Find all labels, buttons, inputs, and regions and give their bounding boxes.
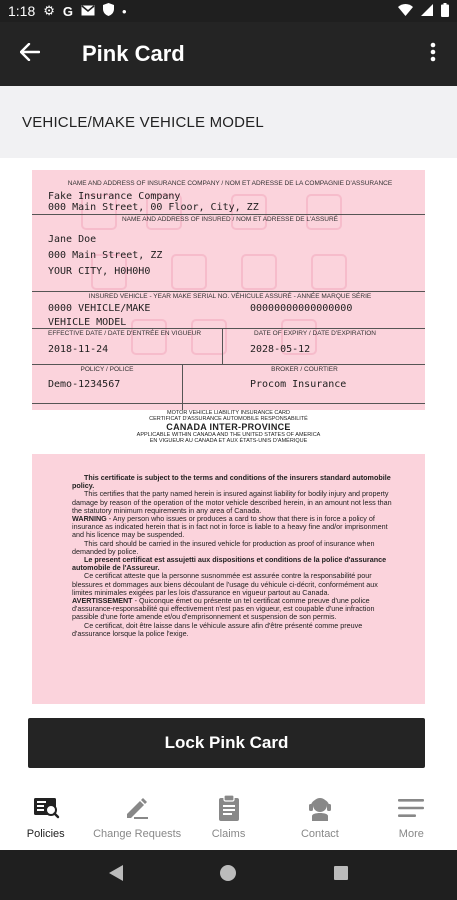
nav-label: Contact <box>300 828 339 840</box>
nav-item-change-requests[interactable] <box>91 786 182 850</box>
lock-pink-card-button[interactable]: Lock Pink Card <box>28 718 425 768</box>
insured-city: YOUR CITY, H0H0H0 <box>48 266 151 277</box>
nav-item-contact[interactable] <box>274 786 365 850</box>
card-divider <box>32 364 425 365</box>
vehicle-line2: VEHICLE MODEL <box>48 317 127 328</box>
nav-label: Change Requests <box>93 828 182 840</box>
cert-warning-text: - Any person who issues or produces a card to show that there is in force a policy of insurance as indicated herein that is in fact not in force is liable to a heavy fine and/or imprisonment and his licence may be suspended. <box>72 514 388 540</box>
card-footer-line4: EN VIGUEUR AU CANADA ET AUX ÉTATS-UNIS D'AMÉRIQUE <box>149 438 308 444</box>
card-divider <box>32 328 425 329</box>
card-divider <box>32 291 425 292</box>
system-nav-bar <box>0 850 457 900</box>
dot-icon: • <box>122 3 127 19</box>
card-footer-line2: CERTIFICAT D'ASSURANCE AUTOMOBILE RESPONSABILITÉ <box>149 416 308 422</box>
gmail-icon <box>81 4 95 19</box>
policy-label: POLICY / POLICE <box>80 366 134 373</box>
cert-paragraph: Ce certificat atteste que la personne susnommée est assurée contre la responsabilité pour blessures et dommages aux biens découlant de l'usage du véhicule ci-décrit, conformément aux limites minimales exigées par les lois d'assurance en vigueur partout au Canada. <box>72 571 378 597</box>
cert-paragraph: Ce certificat, doit être laisse dans le véhicule assure afin d'être présenté comme preuve d'assurance lorsque la police l'exige. <box>72 620 363 638</box>
insured-name: Jane Doe <box>48 234 97 245</box>
nav-item-more[interactable] <box>366 786 457 850</box>
card-footer <box>32 410 425 444</box>
cert-warning-label: WARNING <box>72 514 107 524</box>
card-divider <box>32 214 425 215</box>
cert-paragraph: This certificate is subject to the terms and conditions of the insurers standard automobile policy. <box>72 473 391 491</box>
gear-icon: ⚙ <box>43 3 55 18</box>
back-triangle-icon[interactable] <box>108 864 124 887</box>
vehicle-line1: 0000 VEHICLE/MAKE <box>48 303 151 314</box>
nav-item-claims[interactable] <box>183 786 274 850</box>
signal-icon <box>421 3 433 19</box>
cert-avertissement-label: AVERTISSEMENT <box>72 596 133 606</box>
expiry-date-label: DATE OF EXPIRY / DATE D'EXPIRATION <box>254 330 376 337</box>
nav-label: Claims <box>211 828 246 840</box>
insurer-name: Fake Insurance Company <box>48 191 181 202</box>
wifi-icon <box>398 3 413 19</box>
headset-icon <box>305 794 335 822</box>
effective-date: 2018-11-24 <box>48 344 109 355</box>
card-divider <box>32 403 425 404</box>
cert-paragraph: This card should be carried in the insured vehicle for production as proof of insurance when demanded by police. <box>72 538 375 556</box>
status-bar <box>0 0 457 22</box>
pencil-icon <box>122 794 152 822</box>
expiry-date: 2028-05-12 <box>250 344 311 355</box>
insured-label: NAME AND ADDRESS OF INSURED / NOM ET ADRESSE DE L'ASSURÉ <box>121 216 339 223</box>
cert-paragraph: Le present certificat est assujetti aux dispositions et conditions de la police d'assurance automobile de l'Assureur. <box>72 555 387 573</box>
bottom-nav <box>0 786 457 850</box>
arrow-left-icon <box>20 43 40 66</box>
battery-icon <box>441 3 449 20</box>
card-footer-title: CANADA INTER-PROVINCE <box>166 422 291 432</box>
nav-label: Policies <box>26 828 65 840</box>
policies-icon <box>31 794 61 822</box>
vehicle-serial: 00000000000000000 <box>250 303 353 314</box>
home-circle-icon[interactable] <box>219 864 237 887</box>
nav-item-policies[interactable] <box>0 786 91 850</box>
card-divider <box>222 328 223 364</box>
card-footer-line1: MOTOR VEHICLE LIABILITY INSURANCE CARD <box>167 410 290 416</box>
status-time: 1:18 <box>8 3 36 19</box>
cert-avertissement-text: - Quiconque émet ou présente un tel certificat comme preuve d'une police d'assurance-responsabilité qui effectivement n'est pas en vigueur, est coupable d'une infraction passible d'une forte amende et/ou d'emprisonnement et suspension de son permis. <box>72 596 375 622</box>
more-vert-icon <box>430 42 436 67</box>
policy-number: Demo-1234567 <box>48 379 121 390</box>
insured-street: 000 Main Street, ZZ <box>48 250 163 261</box>
page-title: Pink Card <box>82 41 185 66</box>
shield-icon <box>103 3 114 19</box>
nav-label: More <box>398 828 424 840</box>
card-footer-line3: APPLICABLE WITHIN CANADA AND THE UNITED STATES OF AMERICA <box>136 432 321 438</box>
google-icon: G <box>62 3 74 19</box>
insurer-address: 000 Main Street, 00 Floor, City, ZZ <box>48 202 259 213</box>
overflow-menu-button[interactable] <box>409 22 457 86</box>
effective-date-label: EFFECTIVE DATE / DATE D'ENTRÉE EN VIGUEUR <box>48 330 202 337</box>
pink-card <box>32 170 425 410</box>
cert-paragraph: This certifies that the party named herein is insured against liability for bodily injury and property damage by reason of the operation of the motor vehicle described herein, in an amount not less than the statutory minimum requirements in any area of Canada. <box>72 489 392 515</box>
cert-paragraph <box>72 515 399 540</box>
clipboard-icon <box>214 794 244 822</box>
menu-icon <box>396 794 426 822</box>
broker-label: BROKER / COURTIER <box>271 366 338 373</box>
vehicle-heading: VEHICLE/MAKE VEHICLE MODEL <box>0 86 457 158</box>
insurer-label: NAME AND ADDRESS OF INSURANCE COMPANY / NOM ET ADRESSE DE LA COMPAGNIE D'ASSURANCE <box>67 180 393 187</box>
broker-name: Procom Insurance <box>250 379 347 390</box>
back-button[interactable] <box>0 22 60 86</box>
app-bar <box>0 22 457 86</box>
recents-square-icon[interactable] <box>333 865 349 886</box>
certificate-text <box>32 454 425 704</box>
vehicle-label: INSURED VEHICLE - YEAR MAKE SERIAL NO. VÉHICULE ASSURÉ - ANNÉE MARQUE SÉRIE <box>88 293 372 300</box>
cert-paragraph <box>72 597 399 622</box>
